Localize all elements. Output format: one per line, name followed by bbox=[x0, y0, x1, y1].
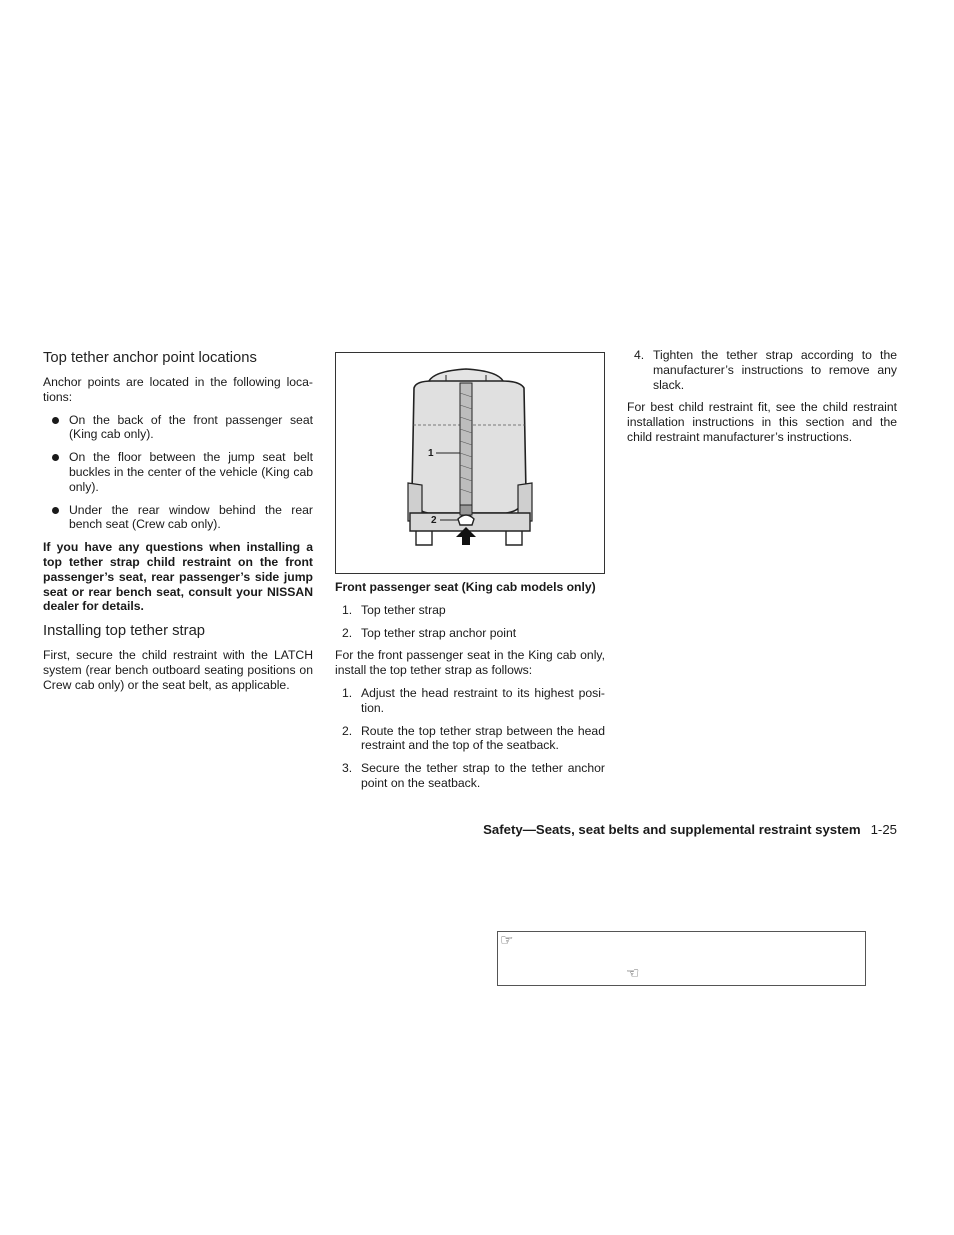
install-steps bbox=[335, 686, 605, 791]
list-item: 3. Secure the tether strap to the tether anchor point on the seatback. bbox=[342, 761, 605, 790]
figure-legend bbox=[335, 603, 605, 641]
list-item: On the back of the front passenger seat (King cab only). bbox=[43, 413, 313, 443]
dealer-warning: If you have any questions when installing a top tether strap child restraint on the front passenger’s seat, rear passenger’s side jump seat or rear bench seat, consult your NISSAN dealer for details. bbox=[43, 540, 313, 614]
install-steps-continued bbox=[627, 348, 897, 392]
king-cab-intro: For the front passenger seat in the King cab only, install the top tether strap as follows: bbox=[335, 648, 605, 678]
list-item: 2. Route the top tether strap between the head restraint and the top of the seatback. bbox=[342, 723, 605, 753]
pointing-right-hand-icon: ☞ bbox=[500, 932, 514, 949]
list-item: Under the rear window behind the rear bench seat (Crew cab only). bbox=[43, 503, 313, 533]
left-column bbox=[43, 348, 313, 701]
bullet-icon bbox=[52, 507, 59, 514]
middle-column bbox=[335, 348, 605, 799]
seat-tether-diagram bbox=[336, 353, 604, 573]
page-footer bbox=[483, 822, 897, 838]
list-item: On the floor between the jump seat belt buckles in the center of the vehicle (King cab only). bbox=[43, 450, 313, 494]
seat-illustration bbox=[335, 352, 605, 574]
anchor-location-list bbox=[43, 413, 313, 533]
callout-1: 1 bbox=[428, 448, 434, 459]
anchor-intro: Anchor points are located in the following loca-tions: bbox=[43, 375, 313, 404]
section-heading-anchor-locations: Top tether anchor point locations bbox=[43, 350, 257, 366]
bullet-icon bbox=[52, 417, 59, 424]
bullet-icon bbox=[52, 454, 59, 461]
right-column bbox=[627, 348, 897, 453]
note-box bbox=[497, 931, 866, 986]
list-item: 1. Adjust the head restraint to its highest posi-tion. bbox=[342, 685, 605, 715]
list-item: 1. Top tether strap bbox=[342, 602, 446, 617]
pointing-left-hand-icon: ☜ bbox=[626, 965, 640, 982]
section-heading-installing: Installing top tether strap bbox=[43, 623, 206, 640]
callout-2: 2 bbox=[431, 515, 437, 526]
footer-section-title: Safety—Seats, seat belts and supplemental restraint system bbox=[483, 822, 861, 837]
list-item: 2. Top tether strap anchor point bbox=[342, 625, 517, 640]
install-paragraph: First, secure the child restraint with the LATCH system (rear bench outboard seating positions on Crew cab only) or the seat belt, as applicable. bbox=[43, 648, 313, 692]
list-item: 4. Tighten the tether strap according to the manufacturer’s instructions to remove any slack. bbox=[634, 348, 897, 392]
page-number: 1-25 bbox=[870, 822, 897, 837]
figure-caption: Front passenger seat (King cab models only) bbox=[335, 580, 596, 594]
best-fit-paragraph: For best child restraint fit, see the child restraint installation instructions in this section and the child restraint manufacturer’s instructions. bbox=[627, 400, 897, 444]
